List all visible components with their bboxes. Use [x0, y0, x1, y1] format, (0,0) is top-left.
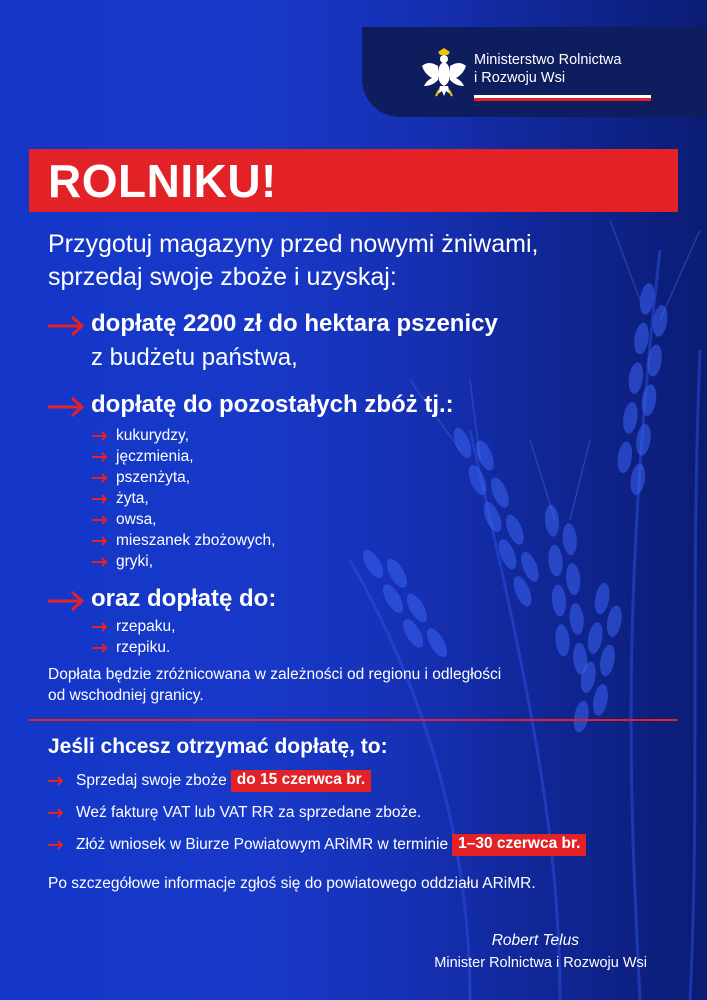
- list-item: jęczmienia,: [92, 446, 275, 467]
- arrow-right-icon: [92, 622, 108, 632]
- subsidy-note: [48, 664, 501, 706]
- intro-line1: Przygotuj magazyny przed nowymi żniwami,: [48, 230, 539, 258]
- list-item: gryki,: [92, 551, 275, 572]
- step2-text: Weź fakturę VAT lub VAT RR za sprzedane zboże.: [76, 804, 422, 821]
- step1-text: Sprzedaj swoje zboże: [76, 772, 227, 789]
- arrow-right-icon: [92, 494, 108, 504]
- howto-steps: [48, 770, 586, 866]
- arrow-right-icon: [92, 431, 108, 441]
- footer-info: Po szczegółowe informacje zgłoś się do powiatowego oddziału ARiMR.: [48, 875, 536, 892]
- page-title: ROLNIKU!: [48, 155, 277, 207]
- arrow-right-icon: [92, 557, 108, 567]
- arrow-right-icon: [47, 396, 85, 418]
- list-item: żyta,: [92, 488, 275, 509]
- rapeseed-list: [92, 616, 175, 658]
- ministry-name-line1: Ministerstwo Rolnictwa: [474, 52, 622, 68]
- step-submit-application: [48, 834, 586, 856]
- list-item: rzepaku,: [92, 616, 175, 637]
- list-item: rzepiku.: [92, 637, 175, 658]
- section-divider: [29, 719, 678, 721]
- polish-eagle-emblem-icon: [420, 46, 468, 100]
- signature-title: Minister Rolnictwa i Rozwoju Wsi: [434, 955, 647, 971]
- step-get-invoice: [48, 802, 586, 824]
- arrow-right-icon: [48, 840, 64, 850]
- flag-red-band: [474, 98, 651, 101]
- arrow-right-icon: [92, 536, 108, 546]
- list-item: mieszanek zbożowych,: [92, 530, 275, 551]
- arrow-right-icon: [47, 315, 85, 337]
- arrow-right-icon: [92, 452, 108, 462]
- benefit-other-grains-title: dopłatę do pozostałych zbóż tj.:: [91, 391, 454, 418]
- signature-name: Robert Telus: [491, 932, 579, 949]
- ministry-name: [474, 51, 621, 87]
- step3-text: Złóż wniosek w Biurze Powiatowym ARiMR w terminie: [76, 836, 449, 853]
- polish-flag-stripe: [474, 95, 651, 101]
- ministry-name-line2: i Rozwoju Wsi: [474, 70, 566, 86]
- arrow-right-icon: [92, 515, 108, 525]
- arrow-right-icon: [48, 808, 64, 818]
- howto-heading: Jeśli chcesz otrzymać dopłatę, to:: [48, 735, 388, 758]
- note-line2: od wschodniej granicy.: [48, 687, 204, 704]
- note-line1: Dopłata będzie zróżnicowana w zależności od regionu i odległości: [48, 666, 502, 683]
- arrow-right-icon: [92, 643, 108, 653]
- arrow-right-icon: [48, 776, 64, 786]
- deadline-badge: 1–30 czerwca br.: [452, 834, 586, 856]
- list-item: owsa,: [92, 509, 275, 530]
- benefit-rapeseed-title: oraz dopłatę do:: [91, 585, 277, 612]
- other-grains-list: [92, 425, 275, 572]
- step-sell-grain: [48, 770, 586, 792]
- deadline-badge: do 15 czerwca br.: [231, 770, 371, 792]
- intro-text: [48, 228, 538, 294]
- intro-line2: sprzedaj swoje zboże i uzyskaj:: [48, 263, 397, 291]
- list-item: pszenżyta,: [92, 467, 275, 488]
- arrow-right-icon: [92, 473, 108, 483]
- list-item: kukurydzy,: [92, 425, 275, 446]
- benefit-wheat-title: dopłatę 2200 zł do hektara pszenicy: [91, 310, 498, 337]
- arrow-right-icon: [47, 590, 85, 612]
- benefit-wheat-source: z budżetu państwa,: [91, 344, 298, 371]
